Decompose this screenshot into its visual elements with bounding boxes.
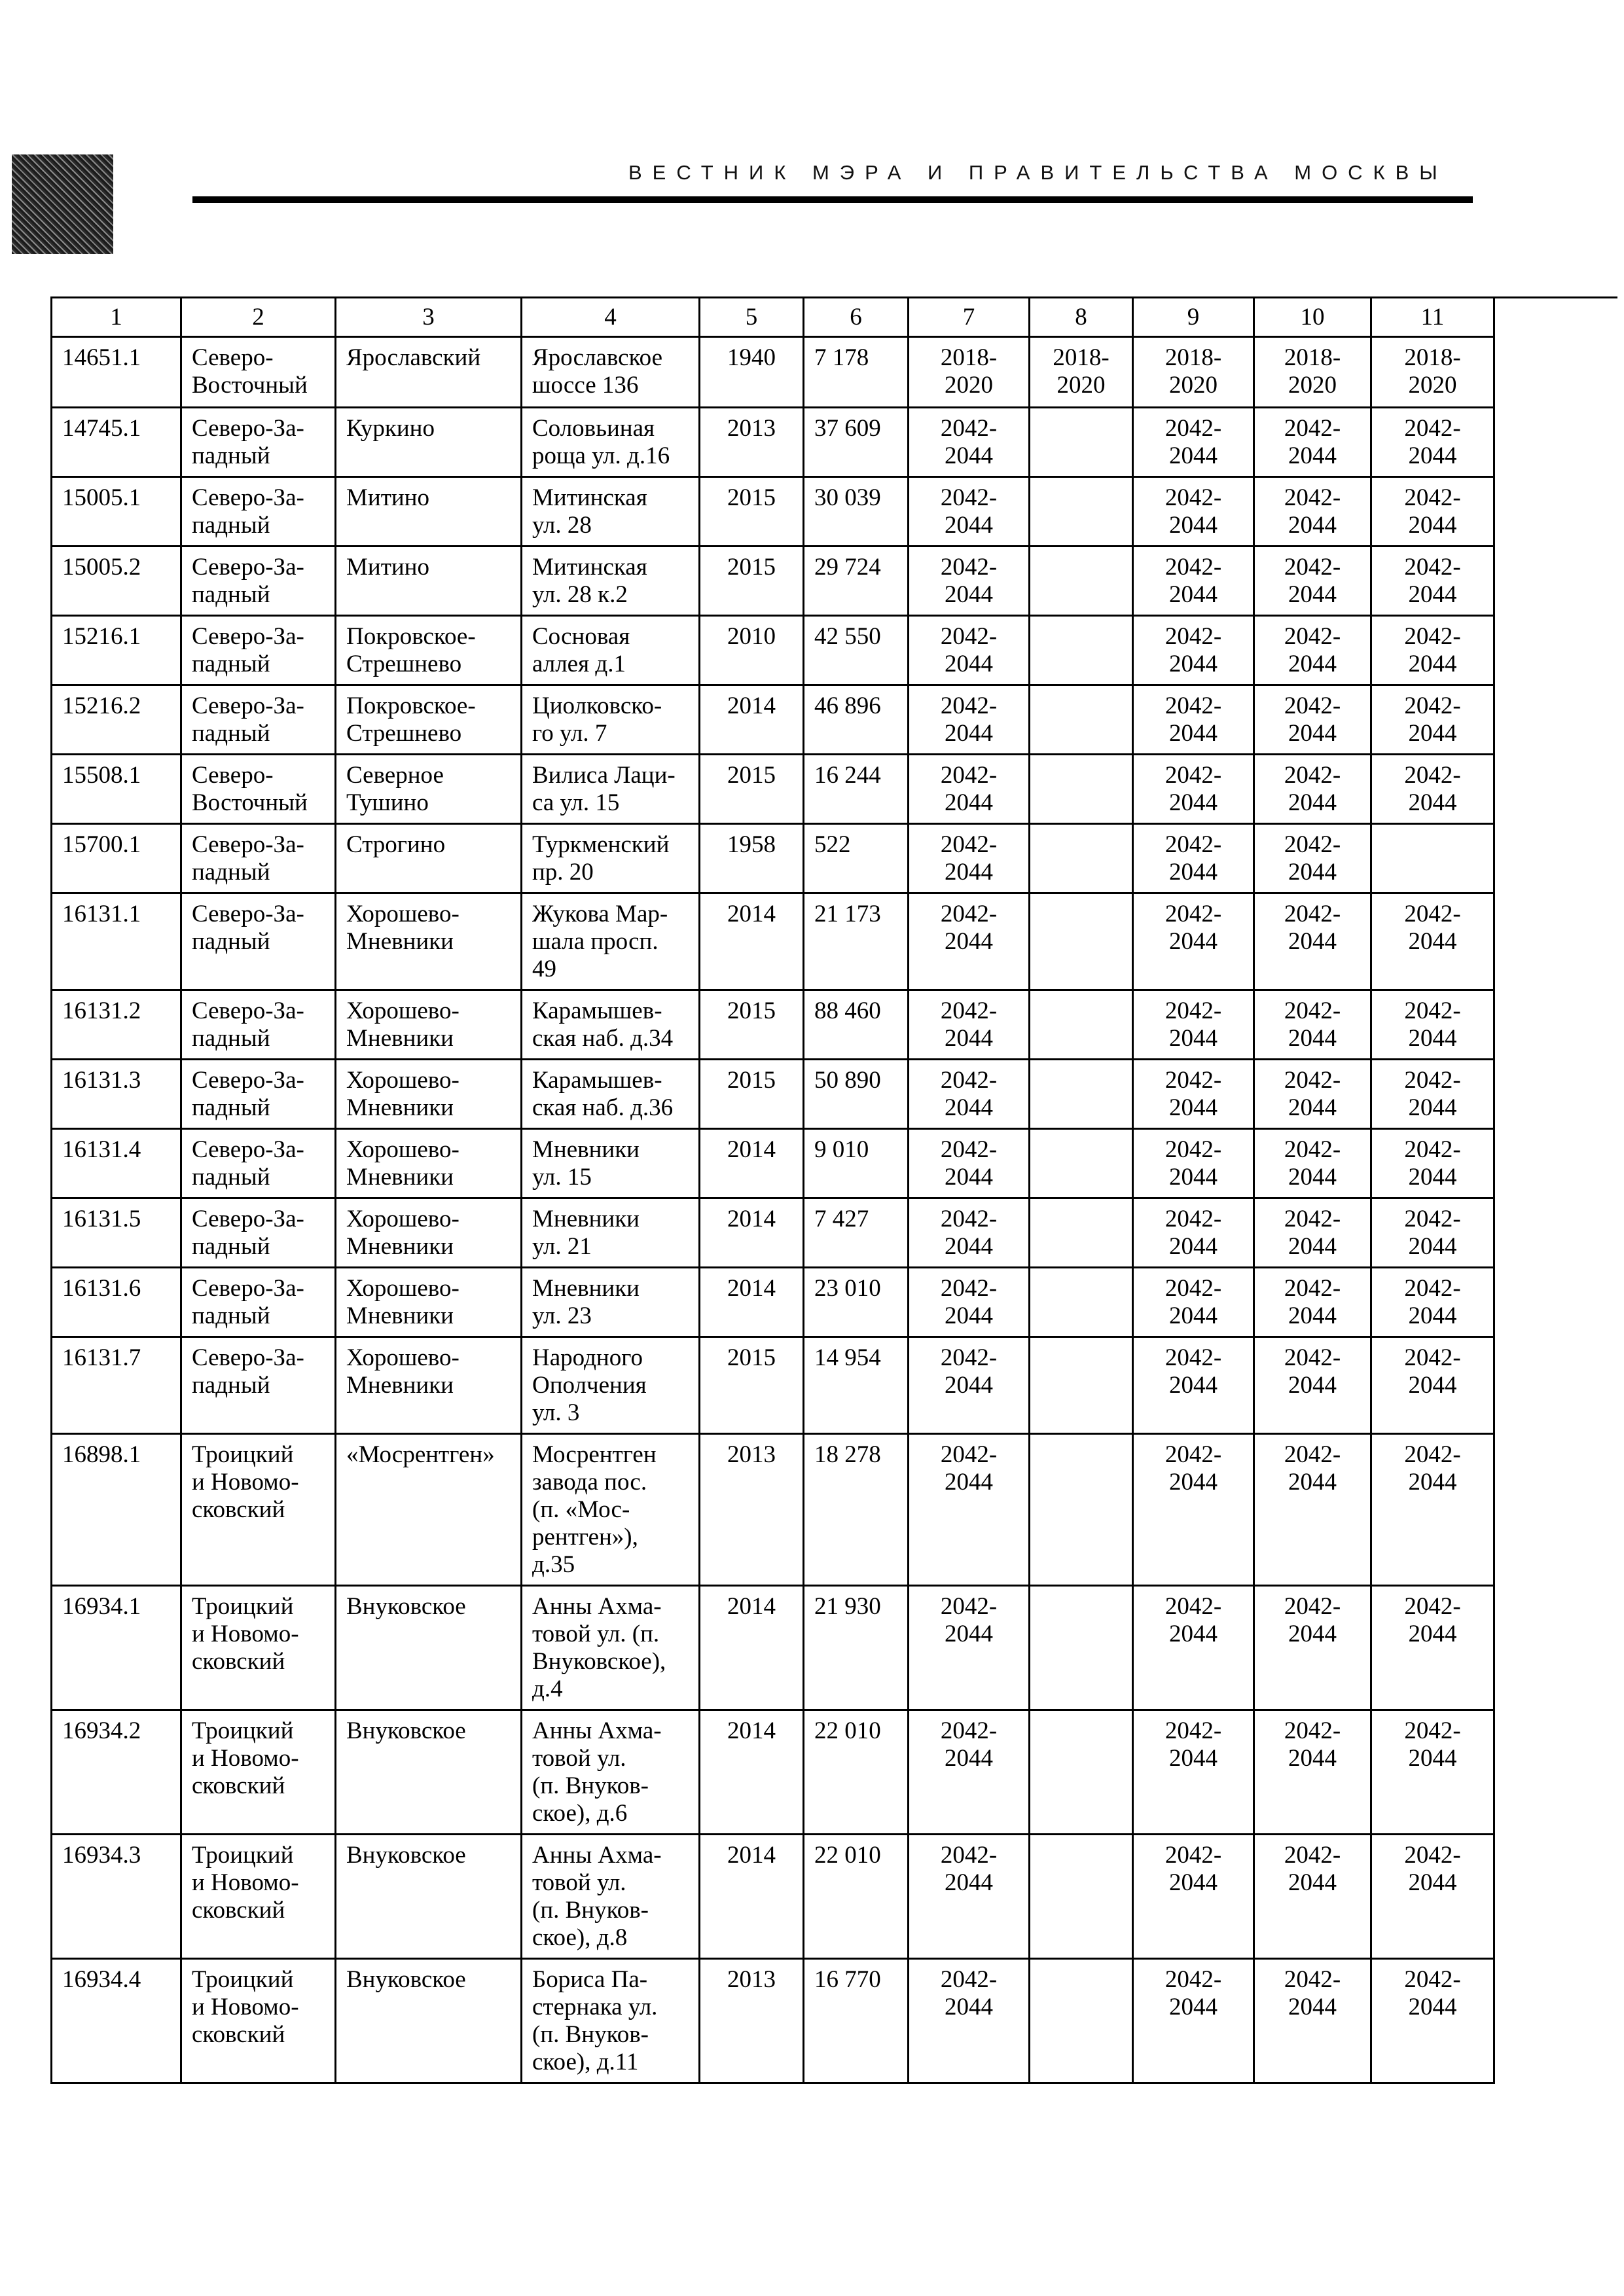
- trailing-cell: [1494, 547, 1617, 616]
- size-cell: 14 954: [804, 1337, 909, 1434]
- table-row: [52, 1710, 1617, 1835]
- trailing-cell: [1494, 1710, 1617, 1835]
- period-cell: 2042- 2044: [1371, 1434, 1494, 1586]
- size-cell: 46 896: [804, 685, 909, 755]
- object-id-cell: 16131.2: [52, 990, 181, 1060]
- period-cell: 2042- 2044: [1254, 1060, 1371, 1129]
- column-header: 1: [52, 298, 181, 337]
- period-cell: 2042- 2044: [1254, 1835, 1371, 1959]
- year-cell: 2015: [700, 1337, 804, 1434]
- period-cell: 2042- 2044: [909, 616, 1030, 685]
- district-cell: Северо-За- падный: [181, 547, 336, 616]
- period-cell: [1030, 616, 1133, 685]
- address-cell: Сосновая аллея д.1: [522, 616, 700, 685]
- object-id-cell: 15700.1: [52, 824, 181, 893]
- district-cell: Троицкий и Новомо- сковский: [181, 1959, 336, 2083]
- size-cell: 21 173: [804, 893, 909, 990]
- period-cell: 2018- 2020: [909, 337, 1030, 408]
- area-cell: Покровское- Стрешнево: [336, 616, 522, 685]
- trailing-cell: [1494, 337, 1617, 408]
- trailing-cell: [1494, 1835, 1617, 1959]
- object-id-cell: 16131.4: [52, 1129, 181, 1198]
- period-cell: 2042- 2044: [1254, 1198, 1371, 1268]
- year-cell: 2014: [700, 1268, 804, 1337]
- period-cell: 2042- 2044: [1133, 408, 1254, 477]
- area-cell: Митино: [336, 477, 522, 547]
- area-cell: Хорошево- Мневники: [336, 1337, 522, 1434]
- period-cell: [1030, 477, 1133, 547]
- period-cell: 2042- 2044: [1254, 1268, 1371, 1337]
- object-id-cell: 16898.1: [52, 1434, 181, 1586]
- period-cell: 2042- 2044: [1371, 1959, 1494, 2083]
- period-cell: 2042- 2044: [1371, 1586, 1494, 1710]
- header-rule: [192, 196, 1473, 203]
- year-cell: 2010: [700, 616, 804, 685]
- object-id-cell: 15005.2: [52, 547, 181, 616]
- object-id-cell: 15005.1: [52, 477, 181, 547]
- address-cell: Мневники ул. 23: [522, 1268, 700, 1337]
- period-cell: 2042- 2044: [909, 824, 1030, 893]
- year-cell: 2015: [700, 990, 804, 1060]
- period-cell: 2042- 2044: [1254, 616, 1371, 685]
- trailing-cell: [1494, 408, 1617, 477]
- period-cell: [1030, 1198, 1133, 1268]
- area-cell: Внуковское: [336, 1586, 522, 1710]
- year-cell: 2013: [700, 1434, 804, 1586]
- size-cell: 22 010: [804, 1835, 909, 1959]
- period-cell: 2042- 2044: [909, 893, 1030, 990]
- trailing-cell: [1494, 1586, 1617, 1710]
- trailing-cell: [1494, 1268, 1617, 1337]
- district-cell: Троицкий и Новомо- сковский: [181, 1434, 336, 1586]
- trailing-cell: [1494, 1434, 1617, 1586]
- period-cell: 2042- 2044: [909, 755, 1030, 824]
- district-cell: Троицкий и Новомо- сковский: [181, 1710, 336, 1835]
- size-cell: 23 010: [804, 1268, 909, 1337]
- column-header: 9: [1133, 298, 1254, 337]
- size-cell: 21 930: [804, 1586, 909, 1710]
- period-cell: 2042- 2044: [909, 1198, 1030, 1268]
- table-row: [52, 893, 1617, 990]
- column-header: 8: [1030, 298, 1133, 337]
- trailing-cell: [1494, 1337, 1617, 1434]
- size-cell: 29 724: [804, 547, 909, 616]
- trailing-cell: [1494, 755, 1617, 824]
- period-cell: 2042- 2044: [1133, 1434, 1254, 1586]
- data-table-container: [50, 296, 1617, 2084]
- period-cell: 2042- 2044: [1133, 1060, 1254, 1129]
- period-cell: [1030, 1268, 1133, 1337]
- column-header: 7: [909, 298, 1030, 337]
- address-cell: Жукова Мар- шала просп. 49: [522, 893, 700, 990]
- year-cell: 2014: [700, 1198, 804, 1268]
- trailing-cell: [1494, 1060, 1617, 1129]
- area-cell: Хорошево- Мневники: [336, 893, 522, 990]
- district-cell: Северо-За- падный: [181, 824, 336, 893]
- address-cell: Туркменский пр. 20: [522, 824, 700, 893]
- period-cell: 2042- 2044: [909, 1959, 1030, 2083]
- period-cell: 2018- 2020: [1030, 337, 1133, 408]
- district-cell: Троицкий и Новомо- сковский: [181, 1586, 336, 1710]
- period-cell: 2042- 2044: [1254, 824, 1371, 893]
- period-cell: [1030, 1710, 1133, 1835]
- area-cell: Хорошево- Мневники: [336, 1060, 522, 1129]
- period-cell: [1030, 408, 1133, 477]
- table-row: [52, 547, 1617, 616]
- district-cell: Троицкий и Новомо- сковский: [181, 1835, 336, 1959]
- size-cell: 7 427: [804, 1198, 909, 1268]
- size-cell: 42 550: [804, 616, 909, 685]
- period-cell: 2042- 2044: [1133, 893, 1254, 990]
- period-cell: 2042- 2044: [1133, 616, 1254, 685]
- address-cell: Карамышев- ская наб. д.36: [522, 1060, 700, 1129]
- address-cell: Народного Ополчения ул. 3: [522, 1337, 700, 1434]
- district-cell: Северо-За- падный: [181, 616, 336, 685]
- area-cell: Хорошево- Мневники: [336, 1268, 522, 1337]
- area-cell: Внуковское: [336, 1835, 522, 1959]
- data-table: [50, 296, 1617, 2084]
- table-row: [52, 990, 1617, 1060]
- column-header: 2: [181, 298, 336, 337]
- table-row: [52, 337, 1617, 408]
- column-header: 5: [700, 298, 804, 337]
- period-cell: 2042- 2044: [1254, 1337, 1371, 1434]
- period-cell: [1030, 1129, 1133, 1198]
- period-cell: 2042- 2044: [1254, 1129, 1371, 1198]
- table-row: [52, 1337, 1617, 1434]
- address-cell: Митинская ул. 28: [522, 477, 700, 547]
- period-cell: [1030, 1835, 1133, 1959]
- size-cell: 88 460: [804, 990, 909, 1060]
- address-cell: Анны Ахма- товой ул. (п. Внуков- ское), д.8: [522, 1835, 700, 1959]
- period-cell: 2042- 2044: [1371, 1268, 1494, 1337]
- address-cell: Мосрентген завода пос. (п. «Мос- рентген»), д.35: [522, 1434, 700, 1586]
- period-cell: 2042- 2044: [1254, 408, 1371, 477]
- period-cell: 2042- 2044: [1371, 477, 1494, 547]
- address-cell: Соловьиная роща ул. д.16: [522, 408, 700, 477]
- period-cell: 2018- 2020: [1254, 337, 1371, 408]
- address-cell: Ярославское шоссе 136: [522, 337, 700, 408]
- area-cell: Ярославский: [336, 337, 522, 408]
- object-id-cell: 16934.4: [52, 1959, 181, 2083]
- period-cell: 2042- 2044: [909, 1060, 1030, 1129]
- object-id-cell: 15216.2: [52, 685, 181, 755]
- year-cell: 2015: [700, 547, 804, 616]
- period-cell: 2042- 2044: [1371, 1129, 1494, 1198]
- period-cell: 2042- 2044: [909, 1710, 1030, 1835]
- period-cell: 2042- 2044: [1371, 1198, 1494, 1268]
- district-cell: Северо-За- падный: [181, 477, 336, 547]
- address-cell: Мневники ул. 15: [522, 1129, 700, 1198]
- journal-title: ВЕСТНИК МЭРА И ПРАВИТЕЛЬСТВА МОСКВЫ: [628, 161, 1448, 184]
- size-cell: 522: [804, 824, 909, 893]
- period-cell: 2042- 2044: [1371, 408, 1494, 477]
- period-cell: [1030, 1586, 1133, 1710]
- size-cell: 9 010: [804, 1129, 909, 1198]
- object-id-cell: 16131.1: [52, 893, 181, 990]
- object-id-cell: 16131.3: [52, 1060, 181, 1129]
- size-cell: 16 770: [804, 1959, 909, 2083]
- area-cell: Хорошево- Мневники: [336, 990, 522, 1060]
- district-cell: Северо-За- падный: [181, 1198, 336, 1268]
- object-id-cell: 16131.5: [52, 1198, 181, 1268]
- area-cell: Строгино: [336, 824, 522, 893]
- year-cell: 1958: [700, 824, 804, 893]
- period-cell: 2018- 2020: [1133, 337, 1254, 408]
- address-cell: Карамышев- ская наб. д.34: [522, 990, 700, 1060]
- district-cell: Северо-За- падный: [181, 1060, 336, 1129]
- period-cell: 2042- 2044: [1133, 477, 1254, 547]
- period-cell: 2042- 2044: [1254, 1959, 1371, 2083]
- period-cell: 2042- 2044: [1254, 755, 1371, 824]
- area-cell: Хорошево- Мневники: [336, 1198, 522, 1268]
- area-cell: Северное Тушино: [336, 755, 522, 824]
- trailing-cell: [1494, 990, 1617, 1060]
- trailing-cell: [1494, 298, 1617, 337]
- table-body: [52, 337, 1617, 2083]
- period-cell: 2042- 2044: [1371, 1060, 1494, 1129]
- object-id-cell: 14651.1: [52, 337, 181, 408]
- trailing-cell: [1494, 824, 1617, 893]
- trailing-cell: [1494, 616, 1617, 685]
- column-header: 6: [804, 298, 909, 337]
- size-cell: 37 609: [804, 408, 909, 477]
- address-cell: Вилиса Лаци- са ул. 15: [522, 755, 700, 824]
- area-cell: Внуковское: [336, 1710, 522, 1835]
- year-cell: 2014: [700, 685, 804, 755]
- year-cell: 2014: [700, 893, 804, 990]
- district-cell: Северо-За- падный: [181, 1268, 336, 1337]
- address-cell: Анны Ахма- товой ул. (п. Внуков- ское), д.6: [522, 1710, 700, 1835]
- period-cell: 2042- 2044: [1371, 755, 1494, 824]
- period-cell: 2042- 2044: [1371, 1835, 1494, 1959]
- table-row: [52, 1835, 1617, 1959]
- corner-page-mark: [12, 154, 113, 254]
- year-cell: 2015: [700, 1060, 804, 1129]
- year-cell: 2015: [700, 477, 804, 547]
- period-cell: 2042- 2044: [1371, 990, 1494, 1060]
- period-cell: 2042- 2044: [909, 1129, 1030, 1198]
- period-cell: 2042- 2044: [1133, 685, 1254, 755]
- address-cell: Бориса Па- стернака ул. (п. Внуков- ское), д.11: [522, 1959, 700, 2083]
- period-cell: 2042- 2044: [909, 1268, 1030, 1337]
- period-cell: 2042- 2044: [1133, 990, 1254, 1060]
- period-cell: 2042- 2044: [1133, 1835, 1254, 1959]
- year-cell: 2014: [700, 1586, 804, 1710]
- district-cell: Северо- Восточный: [181, 755, 336, 824]
- address-cell: Митинская ул. 28 к.2: [522, 547, 700, 616]
- period-cell: 2042- 2044: [909, 685, 1030, 755]
- district-cell: Северо- Восточный: [181, 337, 336, 408]
- period-cell: 2042- 2044: [1254, 1434, 1371, 1586]
- column-header: 11: [1371, 298, 1494, 337]
- area-cell: Покровское- Стрешнево: [336, 685, 522, 755]
- period-cell: 2042- 2044: [1371, 685, 1494, 755]
- period-cell: 2042- 2044: [1254, 990, 1371, 1060]
- size-cell: 30 039: [804, 477, 909, 547]
- trailing-cell: [1494, 1129, 1617, 1198]
- period-cell: 2042- 2044: [1133, 1337, 1254, 1434]
- object-id-cell: 16934.2: [52, 1710, 181, 1835]
- object-id-cell: 16934.3: [52, 1835, 181, 1959]
- trailing-cell: [1494, 1198, 1617, 1268]
- object-id-cell: 16934.1: [52, 1586, 181, 1710]
- table-row: [52, 1268, 1617, 1337]
- period-cell: 2042- 2044: [909, 990, 1030, 1060]
- table-row: [52, 1129, 1617, 1198]
- table-row: [52, 685, 1617, 755]
- trailing-cell: [1494, 1959, 1617, 2083]
- period-cell: 2042- 2044: [1254, 547, 1371, 616]
- year-cell: 1940: [700, 337, 804, 408]
- period-cell: [1030, 1337, 1133, 1434]
- table-row: [52, 477, 1617, 547]
- period-cell: 2042- 2044: [909, 547, 1030, 616]
- period-cell: 2042- 2044: [1133, 1129, 1254, 1198]
- period-cell: 2042- 2044: [1133, 755, 1254, 824]
- address-cell: Мневники ул. 21: [522, 1198, 700, 1268]
- period-cell: 2042- 2044: [1133, 1959, 1254, 2083]
- period-cell: 2042- 2044: [1133, 824, 1254, 893]
- size-cell: 7 178: [804, 337, 909, 408]
- table-row: [52, 1586, 1617, 1710]
- object-id-cell: 14745.1: [52, 408, 181, 477]
- period-cell: [1030, 547, 1133, 616]
- address-cell: Циолковско- го ул. 7: [522, 685, 700, 755]
- period-cell: 2042- 2044: [1371, 1710, 1494, 1835]
- period-cell: 2042- 2044: [1371, 616, 1494, 685]
- period-cell: 2042- 2044: [1133, 1586, 1254, 1710]
- table-row: [52, 755, 1617, 824]
- period-cell: 2042- 2044: [909, 1586, 1030, 1710]
- period-cell: [1030, 1060, 1133, 1129]
- area-cell: Митино: [336, 547, 522, 616]
- object-id-cell: 15216.1: [52, 616, 181, 685]
- trailing-cell: [1494, 477, 1617, 547]
- period-cell: [1030, 1434, 1133, 1586]
- period-cell: [1030, 755, 1133, 824]
- district-cell: Северо-За- падный: [181, 685, 336, 755]
- district-cell: Северо-За- падный: [181, 990, 336, 1060]
- period-cell: 2042- 2044: [1133, 1268, 1254, 1337]
- district-cell: Северо-За- падный: [181, 1129, 336, 1198]
- object-id-cell: 15508.1: [52, 755, 181, 824]
- period-cell: 2018- 2020: [1371, 337, 1494, 408]
- year-cell: 2014: [700, 1129, 804, 1198]
- size-cell: 22 010: [804, 1710, 909, 1835]
- period-cell: 2042- 2044: [909, 1434, 1030, 1586]
- table-row: [52, 408, 1617, 477]
- size-cell: 18 278: [804, 1434, 909, 1586]
- period-cell: 2042- 2044: [1133, 547, 1254, 616]
- address-cell: Анны Ахма- товой ул. (п. Внуковское), д.4: [522, 1586, 700, 1710]
- period-cell: [1030, 1959, 1133, 2083]
- object-id-cell: 16131.7: [52, 1337, 181, 1434]
- year-cell: 2013: [700, 408, 804, 477]
- size-cell: 50 890: [804, 1060, 909, 1129]
- table-row: [52, 1434, 1617, 1586]
- period-cell: 2042- 2044: [909, 408, 1030, 477]
- period-cell: 2042- 2044: [909, 1835, 1030, 1959]
- table-row: [52, 1198, 1617, 1268]
- district-cell: Северо-За- падный: [181, 893, 336, 990]
- period-cell: [1030, 893, 1133, 990]
- period-cell: 2042- 2044: [1133, 1710, 1254, 1835]
- period-cell: [1030, 685, 1133, 755]
- period-cell: [1030, 990, 1133, 1060]
- period-cell: 2042- 2044: [1371, 547, 1494, 616]
- period-cell: 2042- 2044: [1371, 1337, 1494, 1434]
- period-cell: [1030, 824, 1133, 893]
- column-number-row: [52, 298, 1617, 337]
- column-header: 10: [1254, 298, 1371, 337]
- trailing-cell: [1494, 893, 1617, 990]
- table-row: [52, 1959, 1617, 2083]
- period-cell: 2042- 2044: [1254, 685, 1371, 755]
- area-cell: Куркино: [336, 408, 522, 477]
- year-cell: 2014: [700, 1710, 804, 1835]
- period-cell: 2042- 2044: [909, 477, 1030, 547]
- district-cell: Северо-За- падный: [181, 1337, 336, 1434]
- period-cell: 2042- 2044: [1254, 893, 1371, 990]
- area-cell: «Мосрентген»: [336, 1434, 522, 1586]
- object-id-cell: 16131.6: [52, 1268, 181, 1337]
- period-cell: 2042- 2044: [1133, 1198, 1254, 1268]
- trailing-cell: [1494, 685, 1617, 755]
- district-cell: Северо-За- падный: [181, 408, 336, 477]
- period-cell: 2042- 2044: [1371, 893, 1494, 990]
- year-cell: 2015: [700, 755, 804, 824]
- table-row: [52, 616, 1617, 685]
- period-cell: [1371, 824, 1494, 893]
- period-cell: 2042- 2044: [1254, 1710, 1371, 1835]
- column-header: 4: [522, 298, 700, 337]
- area-cell: Хорошево- Мневники: [336, 1129, 522, 1198]
- year-cell: 2014: [700, 1835, 804, 1959]
- table-row: [52, 824, 1617, 893]
- period-cell: 2042- 2044: [1254, 1586, 1371, 1710]
- period-cell: 2042- 2044: [909, 1337, 1030, 1434]
- period-cell: 2042- 2044: [1254, 477, 1371, 547]
- year-cell: 2013: [700, 1959, 804, 2083]
- size-cell: 16 244: [804, 755, 909, 824]
- table-row: [52, 1060, 1617, 1129]
- column-header: 3: [336, 298, 522, 337]
- area-cell: Внуковское: [336, 1959, 522, 2083]
